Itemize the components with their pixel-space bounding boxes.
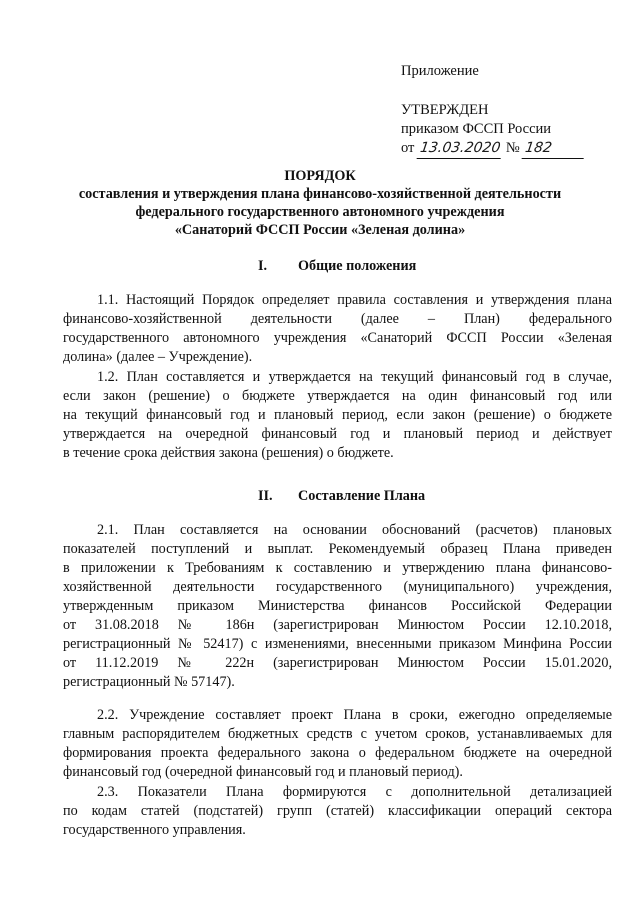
paragraph-line: формирования проекта федерального закона о федеральном бюджете на очередной [63, 745, 612, 761]
appendix-label: Приложение [401, 63, 479, 79]
approved-label: УТВЕРЖДЕН [401, 102, 489, 118]
handwritten-number: 182 [522, 139, 587, 159]
section-2-number: II. [258, 488, 273, 504]
paragraph-line: от 31.08.2018 № 186н (зарегистрирован Минюстом России 12.10.2018, [63, 617, 612, 633]
document-title [20, 167, 620, 239]
paragraph-line: 1.2. План составляется и утверждается на текущий финансовый год в случае, [97, 369, 612, 385]
order-date-number [401, 139, 585, 159]
handwritten-date: 13.03.2020 [417, 139, 504, 159]
title-line-2: составления и утверждения плана финансово-хозяйственной деятельности [78, 186, 562, 202]
paragraph-2-1 [63, 521, 612, 692]
section-2-title: Составление Плана [298, 488, 426, 504]
approval-block [401, 101, 585, 159]
order-by-label: приказом ФССП России [401, 121, 552, 137]
paragraph-1-2 [63, 368, 612, 463]
paragraph-line: долина» (далее – Учреждение). [63, 349, 253, 365]
paragraph-1-1 [63, 291, 612, 367]
paragraph-line: в приложении к Требованиям к составлению и утверждению плана финансово- [63, 560, 612, 576]
number-prefix: № [505, 140, 520, 156]
paragraph-line: 2.2. Учреждение составляет проект Плана в сроки, ежегодно определяемые [97, 707, 612, 723]
paragraph-line: на текущий финансовый год и плановый период, если закон (решение) о бюджете [63, 407, 612, 423]
paragraph-line: утверждается на очередной финансовый год и плановый период и действует [63, 426, 612, 442]
title-line-4: «Санаторий ФССП России «Зеленая долина» [174, 222, 466, 238]
paragraph-line: государственного управления. [63, 822, 246, 838]
paragraph-line: хозяйственной деятельности государственного (муниципального) учреждения, [63, 579, 612, 595]
paragraph-line: по кодам статей (подстатей) групп (статей) классификации операций сектора [63, 803, 612, 819]
paragraph-line: регистрационный № 57147). [63, 674, 235, 690]
paragraph-line: утвержденным приказом Министерства финансов Российской Федерации [63, 598, 612, 614]
paragraph-line: 2.1. План составляется на основании обоснований (расчетов) плановых [97, 522, 612, 538]
section-1-number: I. [258, 258, 268, 274]
paragraph-line: от 11.12.2019 № 222н (зарегистрирован Минюстом России 15.01.2020, [63, 655, 612, 671]
paragraph-2-3 [63, 783, 612, 840]
title-line-3: федерального государственного автономного учреждения [135, 204, 505, 220]
paragraph-line: регистрационный № 52417) с изменениями, внесенными приказом Минфина России [63, 636, 612, 652]
paragraph-line: финансовый год (очередной финансовый год и плановый период). [63, 764, 463, 780]
title-line-1: ПОРЯДОК [284, 168, 356, 184]
paragraph-line: главным распорядителем бюджетных средств с учетом сроков, устанавливаемых для [63, 726, 612, 742]
section-1-title: Общие положения [298, 258, 417, 274]
paragraph-line: показателей поступлений и выплат. Рекомендуемый образец Плана приведен [63, 541, 612, 557]
paragraph-line: в течение срока действия закона (решения) о бюджете. [63, 445, 394, 461]
paragraph-line: государственного автономного учреждения «Санаторий ФССП России «Зеленая [63, 330, 612, 346]
paragraph-2-2 [63, 706, 612, 782]
paragraph-line: если закон (решение) о бюджете утверждается на один финансовый год или [63, 388, 612, 404]
paragraph-line: финансово-хозяйственной деятельности (далее – План) федерального [63, 311, 612, 327]
paragraph-line: 1.1. Настоящий Порядок определяет правила составления и утверждения плана [97, 292, 612, 308]
paragraph-line: 2.3. Показатели Плана формируются с дополнительной детализацией [97, 784, 612, 800]
from-prefix: от [401, 140, 415, 156]
